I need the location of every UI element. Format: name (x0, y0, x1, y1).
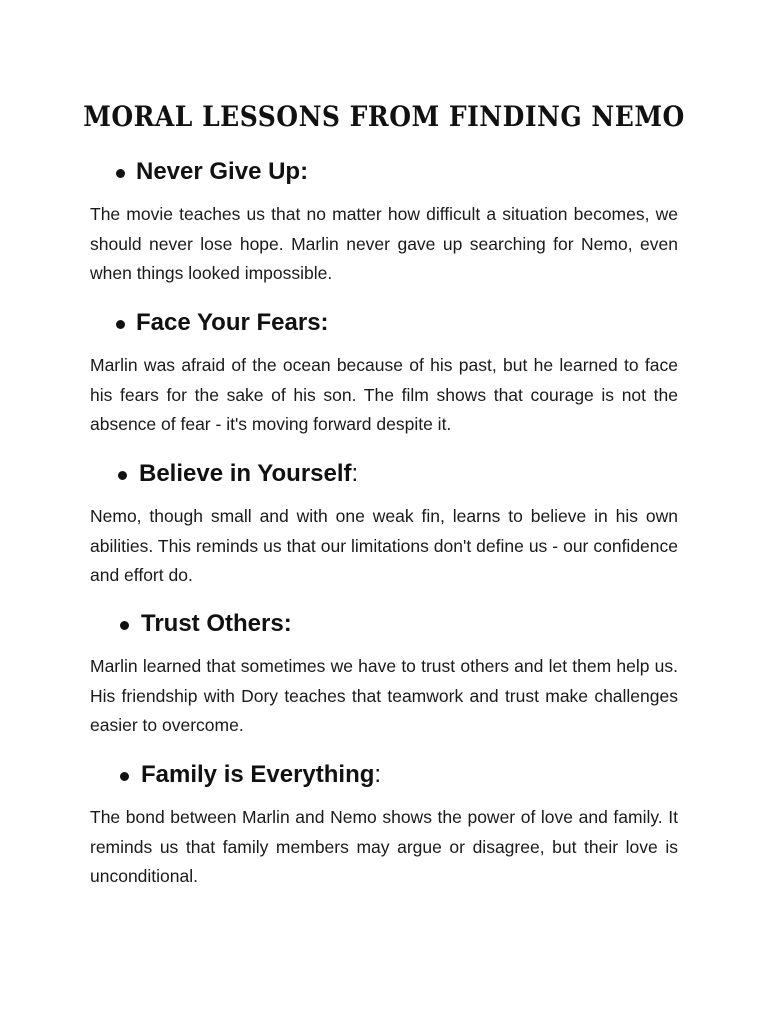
section-heading-colon: : (300, 158, 309, 185)
lesson-section-face-your-fears (90, 305, 678, 440)
section-heading-text: Family is Everything (141, 761, 375, 788)
section-paragraph: Marlin was afraid of the ocean because of his past, but he learned to face his fears for the sake of his son. The film shows that courage is not the absence of fear - it's moving forward despite it. (90, 355, 678, 434)
section-paragraph: Marlin learned that sometimes we have to trust others and let them help us. His friendship with Dory teaches that teamwork and trust make challenges easier to overcome. (90, 656, 678, 735)
lesson-section-never-give-up (90, 154, 678, 289)
section-heading-text: Trust Others (141, 610, 284, 637)
lesson-section-believe-in-yourself (90, 456, 678, 591)
section-heading-colon: : (374, 761, 382, 788)
section-heading-text: Believe in Yourself (139, 460, 352, 487)
section-heading-text: Face Your Fears (136, 309, 321, 336)
section-heading (90, 305, 678, 341)
lesson-section-family-is-everything (90, 757, 678, 892)
section-heading-text: Never Give Up (136, 158, 301, 185)
bullet-icon (118, 471, 127, 480)
section-heading (90, 606, 678, 642)
bullet-icon (116, 169, 125, 178)
page-title: MORAL LESSONS FROM FINDING NEMO (83, 100, 685, 133)
section-heading (90, 757, 678, 793)
bullet-icon (120, 621, 129, 630)
section-heading (90, 456, 678, 492)
section-paragraph: The movie teaches us that no matter how difficult a situation becomes, we should never lose hope. Marlin never gave up searching for Nemo, even when things looked impossible. (90, 204, 678, 283)
bullet-icon (120, 772, 129, 781)
section-heading-colon: : (351, 460, 359, 487)
bullet-icon (116, 320, 125, 329)
section-heading-colon: : (283, 610, 292, 637)
section-heading (90, 154, 678, 190)
section-paragraph: The bond between Marlin and Nemo shows the power of love and family. It reminds us that family members may argue or disagree, but their love is unconditional. (90, 807, 678, 886)
section-heading-colon: : (320, 309, 329, 336)
section-paragraph: Nemo, though small and with one weak fin, learns to believe in his own abilities. This reminds us that our limitations don't define us - our confidence and effort do. (90, 506, 678, 585)
lesson-section-trust-others (90, 606, 678, 741)
